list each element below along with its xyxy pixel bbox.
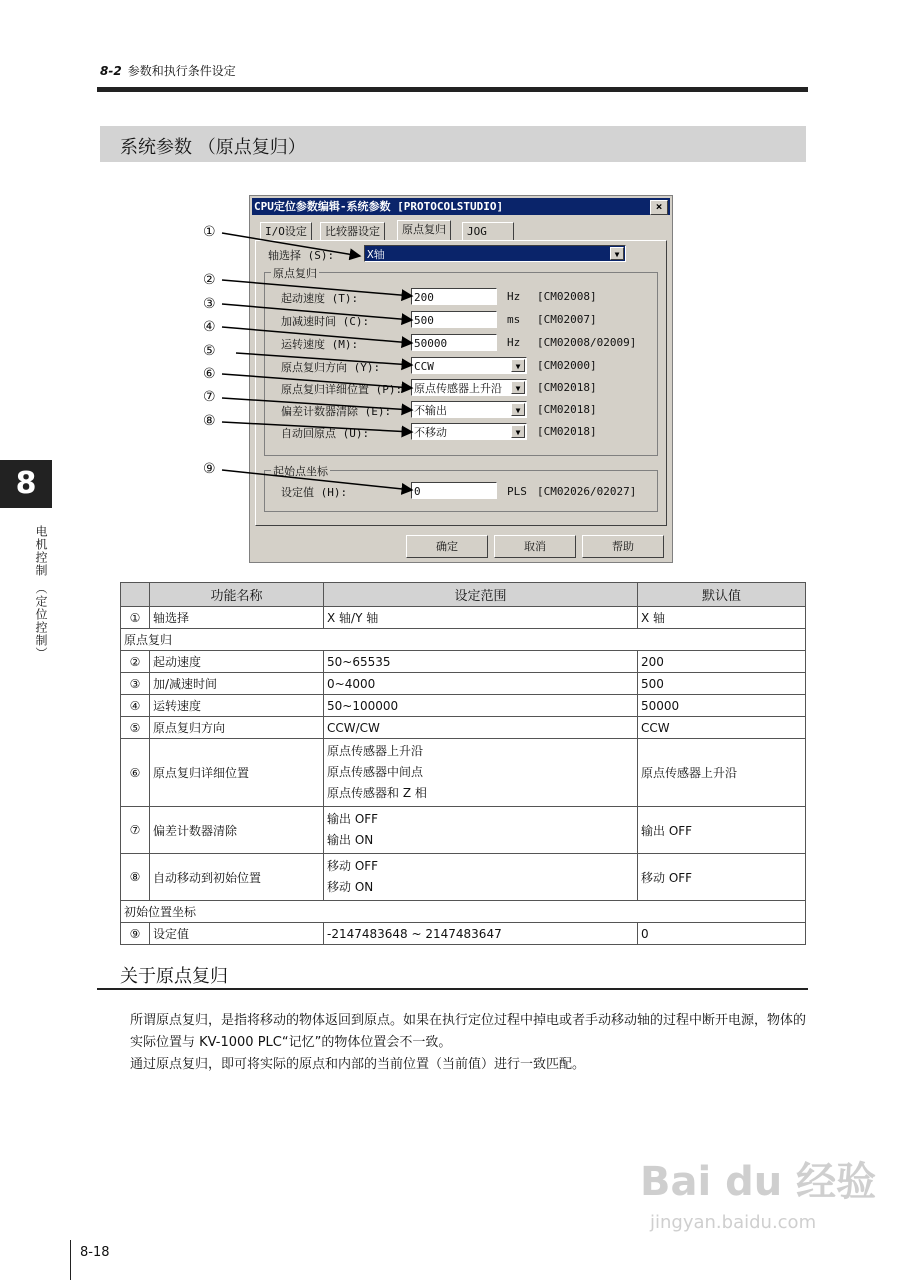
auto-return-register: [CM02018] bbox=[537, 425, 597, 438]
footer-rule bbox=[70, 1240, 71, 1280]
accel-time-input[interactable]: 500 bbox=[411, 311, 497, 328]
run-speed-label: 运转速度 (M): bbox=[281, 338, 359, 351]
start-speed-unit: Hz bbox=[507, 290, 521, 303]
about-rule bbox=[97, 988, 808, 990]
table-row: ⑦ 偏差计数器清除 输出 OFF 输出 ON 输出 OFF bbox=[121, 807, 806, 854]
axis-select-value: X轴 bbox=[367, 248, 385, 261]
start-speed-register: [CM02008] bbox=[537, 290, 597, 303]
callout-6: ⑥ bbox=[203, 366, 216, 382]
header-range: 设定范围 bbox=[324, 583, 638, 607]
setval-unit: PLS bbox=[507, 485, 527, 498]
watermark-url: jingyan.baidu.com bbox=[650, 1212, 817, 1233]
about-heading: 关于原点复归 bbox=[120, 966, 228, 987]
help-button[interactable]: 帮助 bbox=[582, 535, 664, 558]
chevron-down-icon[interactable]: ▼ bbox=[511, 359, 525, 372]
dialog-title: CPU定位参数编辑-系统参数 [PROTOCOLSTUDIO] bbox=[254, 200, 504, 213]
run-speed-unit: Hz bbox=[507, 336, 521, 349]
group-title: 原点复归 bbox=[273, 267, 317, 280]
page-number: 8-18 bbox=[80, 1245, 110, 1260]
table-row: ⑥ 原点复归详细位置 原点传感器上升沿 原点传感器中间点 原点传感器和 Z 相 原点传感器上升沿 bbox=[121, 739, 806, 807]
callout-2: ② bbox=[203, 272, 216, 288]
accel-time-unit: ms bbox=[507, 313, 521, 326]
accel-time-register: [CM02007] bbox=[537, 313, 597, 326]
callout-8: ⑧ bbox=[203, 413, 216, 429]
table-row: ④ 运转速度 50~100000 50000 bbox=[121, 695, 806, 717]
ok-button[interactable]: 确定 bbox=[406, 535, 488, 558]
detail-position-label: 原点复归详细位置 (P): bbox=[281, 383, 403, 396]
run-speed-register: [CM02008/02009] bbox=[537, 336, 637, 349]
about-paragraph-1: 所谓原点复归，是指将移动的物体返回到原点。如果在执行定位过程中掉电或者手动移动轴的过程中断开电源，物体的实际位置与 KV-1000 PLC“记忆”的物体位置会不一致。 bbox=[130, 1013, 807, 1050]
watermark-logo: Bai du 经验 bbox=[640, 1159, 877, 1205]
header-default: 默认值 bbox=[638, 583, 806, 607]
section-title: 参数和执行条件设定 bbox=[127, 64, 236, 78]
callout-7: ⑦ bbox=[203, 389, 216, 405]
table-row: ⑨ 设定值 -2147483648 ~ 2147483647 0 bbox=[121, 923, 806, 945]
parameter-table bbox=[120, 582, 806, 945]
callout-4: ④ bbox=[203, 319, 216, 335]
table-row: ⑧ 自动移动到初始位置 移动 OFF 移动 ON 移动 OFF bbox=[121, 854, 806, 901]
setval-register: [CM02026/02027] bbox=[537, 485, 637, 498]
run-speed-input[interactable]: 50000 bbox=[411, 334, 497, 351]
callout-arrows bbox=[0, 0, 906, 600]
auto-return-label: 自动回原点 (U): bbox=[281, 427, 370, 440]
setval-input[interactable]: 0 bbox=[411, 482, 497, 499]
group-title: 起始点坐标 bbox=[273, 465, 328, 478]
cancel-button[interactable]: 取消 bbox=[494, 535, 576, 558]
auto-return-value: 不移动 bbox=[414, 426, 447, 439]
start-speed-input[interactable]: 200 bbox=[411, 288, 497, 305]
direction-register: [CM02000] bbox=[537, 359, 597, 372]
table-group-row: 初始位置坐标 bbox=[121, 901, 806, 923]
callout-9: ⑨ bbox=[203, 461, 216, 477]
chevron-down-icon[interactable]: ▼ bbox=[511, 425, 525, 438]
counter-clear-value: 不输出 bbox=[414, 404, 447, 417]
chevron-down-icon[interactable]: ▼ bbox=[610, 247, 624, 260]
chapter-number: 8 bbox=[0, 460, 52, 508]
counter-clear-register: [CM02018] bbox=[537, 403, 597, 416]
about-paragraph-2: 通过原点复归，即可将实际的原点和内部的当前位置（当前值）进行一致匹配。 bbox=[130, 1057, 586, 1072]
callout-1: ① bbox=[203, 224, 216, 240]
direction-value: CCW bbox=[414, 360, 434, 373]
table-row: ⑤ 原点复归方向 CCW/CW CCW bbox=[121, 717, 806, 739]
start-speed-label: 起动速度 (T): bbox=[281, 292, 359, 305]
callout-5: ⑤ bbox=[203, 343, 216, 359]
tab-jog[interactable]: JOG bbox=[462, 222, 514, 240]
header-function: 功能名称 bbox=[150, 583, 324, 607]
tab-io[interactable]: I/O设定 bbox=[260, 222, 312, 240]
table-row: ③ 加/减速时间 0~4000 500 bbox=[121, 673, 806, 695]
setval-label: 设定值 (H): bbox=[281, 486, 348, 499]
counter-clear-label: 偏差计数器清除 (E): bbox=[281, 405, 392, 418]
detail-position-register: [CM02018] bbox=[537, 381, 597, 394]
chevron-down-icon[interactable]: ▼ bbox=[511, 403, 525, 416]
section-heading: 系统参数 （原点复归） bbox=[120, 137, 306, 158]
table-group-row: 原点复归 bbox=[121, 629, 806, 651]
tab-comparator[interactable]: 比较器设定 bbox=[320, 222, 385, 240]
accel-time-label: 加减速时间 (C): bbox=[281, 315, 370, 328]
header-num bbox=[121, 583, 150, 607]
tab-origin-return[interactable]: 原点复归 bbox=[397, 220, 451, 241]
detail-position-value: 原点传感器上升沿 bbox=[414, 382, 502, 395]
axis-select-label: 轴选择 (S): bbox=[268, 249, 335, 262]
chapter-side-label: 电机控制 （定位控制） bbox=[34, 525, 48, 660]
callout-3: ③ bbox=[203, 296, 216, 312]
chevron-down-icon[interactable]: ▼ bbox=[511, 381, 525, 394]
direction-label: 原点复归方向 (Y): bbox=[281, 361, 381, 374]
about-text bbox=[130, 1010, 810, 1076]
close-icon[interactable]: × bbox=[650, 200, 668, 215]
table-row: ② 起动速度 50~65535 200 bbox=[121, 651, 806, 673]
section-number: 8-2 bbox=[100, 64, 122, 78]
table-row: ① 轴选择 X 轴/Y 轴 X 轴 bbox=[121, 607, 806, 629]
